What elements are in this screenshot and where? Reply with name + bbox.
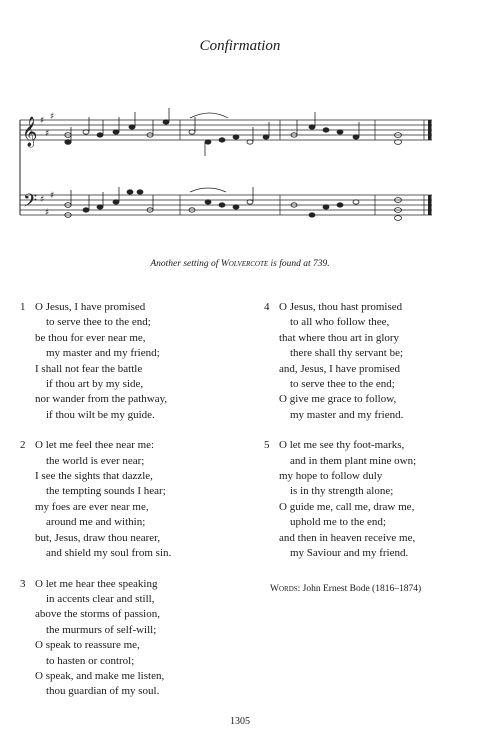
svg-text:♯: ♯ (50, 112, 55, 122)
words-credit: Words: John Ernest Bode (1816–1874) (270, 584, 422, 594)
verse-2 (20, 438, 230, 561)
verse-line: my master and my friend. (290, 408, 404, 421)
verse-line: thou guardian of my soul. (46, 685, 160, 698)
verse-line: O let me feel thee near me: (35, 439, 155, 452)
treble-clef-icon: 𝄞 (22, 117, 38, 147)
verse-line: if thou art by my side, (46, 378, 144, 391)
verse-line: the tempting sounds I hear; (46, 485, 166, 498)
verse-line: and then in heaven receive me, (279, 531, 416, 544)
verse-line: my Saviour and my friend. (290, 547, 409, 560)
verse-1 (20, 300, 230, 423)
page-number: 1305 (230, 716, 250, 727)
verse-line: to serve thee to the end; (46, 316, 151, 329)
verse-line: to all who follow thee, (290, 316, 390, 329)
verse-line: to serve thee to the end; (290, 378, 395, 391)
verse-number: 3 (20, 577, 26, 590)
verse-line: and, Jesus, I have promised (279, 362, 400, 375)
verse-number: 2 (20, 439, 26, 452)
page-title: Confirmation (199, 38, 281, 54)
verse-line: my hope to follow duly (279, 470, 383, 483)
svg-text:♯: ♯ (40, 116, 45, 126)
verse-line: the murmurs of self-will; (46, 623, 157, 636)
verse-line: my foes are ever near me, (35, 500, 149, 513)
key-signature-icon (40, 112, 54, 218)
verse-line: O let me see thy foot-marks, (279, 439, 405, 452)
verse-line: nor wander from the pathway, (35, 393, 168, 406)
verse-line: is in thy strength alone; (290, 485, 394, 498)
verse-3 (20, 577, 230, 700)
verse-number: 5 (264, 439, 270, 452)
verse-line: my master and my friend; (46, 347, 160, 360)
verse-line: I see the sights that dazzle, (35, 470, 153, 483)
verse-line: O speak to reassure me, (35, 639, 140, 652)
verse-line: around me and within; (46, 516, 146, 529)
verse-line: be thou for ever near me, (35, 331, 146, 344)
verses-right-column (264, 300, 474, 577)
verse-line: O speak, and make me listen, (35, 669, 165, 682)
verse-line: and in them plant mine own; (290, 454, 417, 467)
score-caption: Another setting of Wolvercote is found at 739. (150, 259, 330, 269)
verse-line: but, Jesus, draw thou nearer, (35, 531, 161, 544)
svg-text:♯: ♯ (45, 208, 50, 218)
verse-line: O Jesus, I have promised (35, 301, 146, 313)
verse-line: O give me grace to follow, (279, 393, 397, 406)
verse-line: that where thou art in glory (279, 331, 400, 344)
verse-line: in accents clear and still, (46, 592, 155, 605)
verse-line: O guide me, call me, draw me, (279, 500, 415, 513)
verse-line: O Jesus, thou hast promised (279, 301, 403, 313)
verse-line: there shall thy servant be; (290, 347, 404, 360)
verse-line: and shield my soul from sin. (46, 547, 172, 560)
verses-left-column (20, 300, 230, 715)
verse-line: above the storms of passion, (35, 608, 160, 621)
verse-5 (264, 438, 474, 561)
bass-clef-icon: 𝄢 (23, 191, 38, 216)
svg-text:♯: ♯ (50, 191, 55, 201)
verse-line: if thou wilt be my guide. (46, 408, 155, 421)
svg-text:♯: ♯ (40, 195, 45, 205)
svg-text:♯: ♯ (45, 129, 50, 139)
verse-line: I shall not fear the battle (35, 362, 143, 375)
verse-number: 1 (20, 301, 26, 313)
verse-number: 4 (264, 301, 270, 313)
verse-line: uphold me to the end; (290, 516, 386, 529)
verse-line: to hasten or control; (46, 654, 135, 667)
verse-line: O let me hear thee speaking (35, 577, 158, 590)
verse-4 (264, 300, 474, 423)
music-score (0, 106, 480, 256)
verse-line: the world is ever near; (46, 454, 145, 467)
